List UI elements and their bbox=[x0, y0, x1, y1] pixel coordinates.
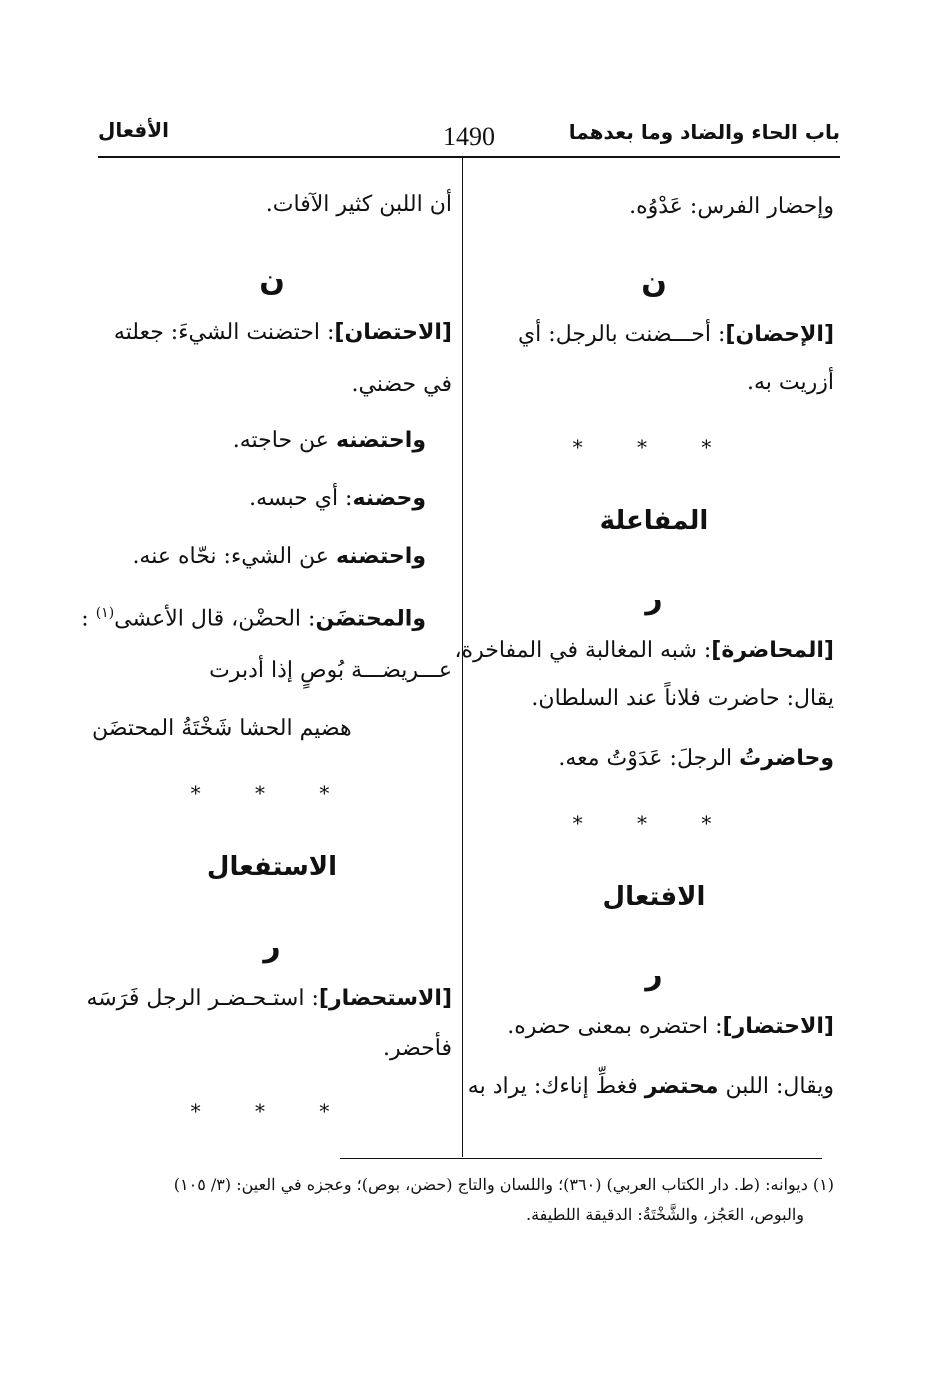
section-title: الأفعال bbox=[98, 118, 169, 142]
footnote-rule bbox=[340, 1158, 822, 1159]
entry-text: فغطِّ إناءك: يراد به bbox=[467, 1074, 638, 1099]
verse-line-2: هضيم الحشا شَخْتَةُ المحتضَن bbox=[92, 716, 352, 741]
entry-term: وحضنه bbox=[352, 486, 426, 511]
letter-nun: ن bbox=[641, 265, 667, 300]
entry-hadartu bbox=[558, 744, 834, 774]
entry-term: واحتضنه bbox=[335, 428, 426, 453]
footnote bbox=[104, 1170, 834, 1230]
letter-ra: ر bbox=[645, 581, 663, 616]
entry-text: الرجلَ: عَدَوْتُ معه. bbox=[558, 746, 733, 771]
entry-continuation: أزريت به. bbox=[747, 370, 834, 395]
entry-muhadara bbox=[454, 636, 834, 666]
entry-term: محتضر bbox=[644, 1074, 719, 1099]
section-heading: الاستفعال bbox=[206, 852, 338, 882]
entry-ihtidar bbox=[507, 1012, 834, 1042]
entry-term: [الاحتضار] bbox=[722, 1014, 834, 1039]
page-number: 1490 bbox=[443, 122, 495, 151]
footnote-line-1: (١) ديوانه: (ط. دار الكتاب العربي) (٣٦٠)؛ واللسان والتاج (حضن، بوص)؛ وعجزه في العين: (٣/ ١٠٥) bbox=[173, 1175, 834, 1194]
entry-text: وإحضار الفرس: عَدْوُه. bbox=[629, 194, 834, 219]
entry-text: : الحضْن، قال الأعشى bbox=[114, 606, 316, 632]
entry-hadanahu bbox=[249, 484, 426, 514]
entry-text: : احتضره بمعنى حضره. bbox=[507, 1014, 723, 1039]
entry-ihdar-faras bbox=[629, 192, 834, 222]
chapter-title: باب الحاء والضاد وما بعدهما bbox=[568, 120, 840, 144]
separator-stars: * * * bbox=[190, 781, 354, 805]
entry-muhtadan: والمحتضَن: الحضْن، قال الأعشى$^{(١)}$ : bbox=[81, 605, 426, 632]
entry-muhtadar bbox=[468, 1072, 834, 1102]
footnote-line-2: والبوص، العَجُز، والشَّخْتَةُ: الدقيقة اللطيفة. bbox=[526, 1205, 804, 1224]
letter-ra: ر bbox=[263, 929, 281, 964]
separator-stars: * * * bbox=[572, 811, 736, 835]
entry-text: ويقال: اللبن bbox=[725, 1074, 834, 1099]
verse-line-1: عـــريضـــة بُوصٍ إذا أدبرت bbox=[209, 658, 452, 683]
entry-continuation: أن اللبن كثير الآفات. bbox=[265, 192, 452, 217]
entry-continuation: فأحضر. bbox=[382, 1036, 452, 1061]
entry-term: واحتضنه bbox=[335, 544, 426, 569]
entry-text: : استـحـضـر الرجل فَرَسَه bbox=[86, 986, 319, 1011]
entry-text: : أحـــضنت بالرجل: أي bbox=[517, 322, 726, 347]
entry-term: [المحاضرة] bbox=[711, 638, 834, 663]
entry-ihtadanahu-haja bbox=[233, 426, 426, 456]
entry-text: : أي حبسه. bbox=[249, 486, 353, 511]
entry-ihdan bbox=[518, 320, 834, 350]
entry-term: والمحتضَن bbox=[315, 606, 426, 632]
section-heading: المفاعلة bbox=[599, 506, 709, 536]
entry-text: عن حاجته. bbox=[232, 428, 329, 453]
entry-term: [الاحتضان] bbox=[334, 320, 452, 345]
letter-ra: ر bbox=[645, 957, 663, 992]
entry-ihtadanahu-shay bbox=[132, 542, 426, 572]
entry-text: : احتضنت الشيءَ: جعلته bbox=[113, 320, 335, 345]
entry-text: عن الشيء: نحّاه عنه. bbox=[132, 544, 329, 569]
entry-text: : شبه المغالبة في المفاخرة، bbox=[454, 638, 712, 663]
entry-term: [الاستحضار] bbox=[318, 986, 452, 1011]
section-heading: الافتعال bbox=[602, 882, 706, 912]
entry-istihdar bbox=[86, 984, 452, 1014]
separator-stars: * * * bbox=[572, 435, 736, 459]
entry-term: [الإحضان] bbox=[725, 322, 834, 347]
footnote-ref: (١) bbox=[95, 605, 115, 621]
entry-continuation: في حضني. bbox=[351, 372, 452, 397]
separator-stars: * * * bbox=[190, 1099, 354, 1123]
entry-term: وحاضرتُ bbox=[739, 746, 834, 771]
entry-ihtidan bbox=[114, 318, 452, 348]
letter-nun: ن bbox=[259, 263, 285, 298]
entry-continuation: يقال: حاضرت فلاناً عند السلطان. bbox=[531, 686, 834, 711]
page-header bbox=[98, 112, 840, 158]
